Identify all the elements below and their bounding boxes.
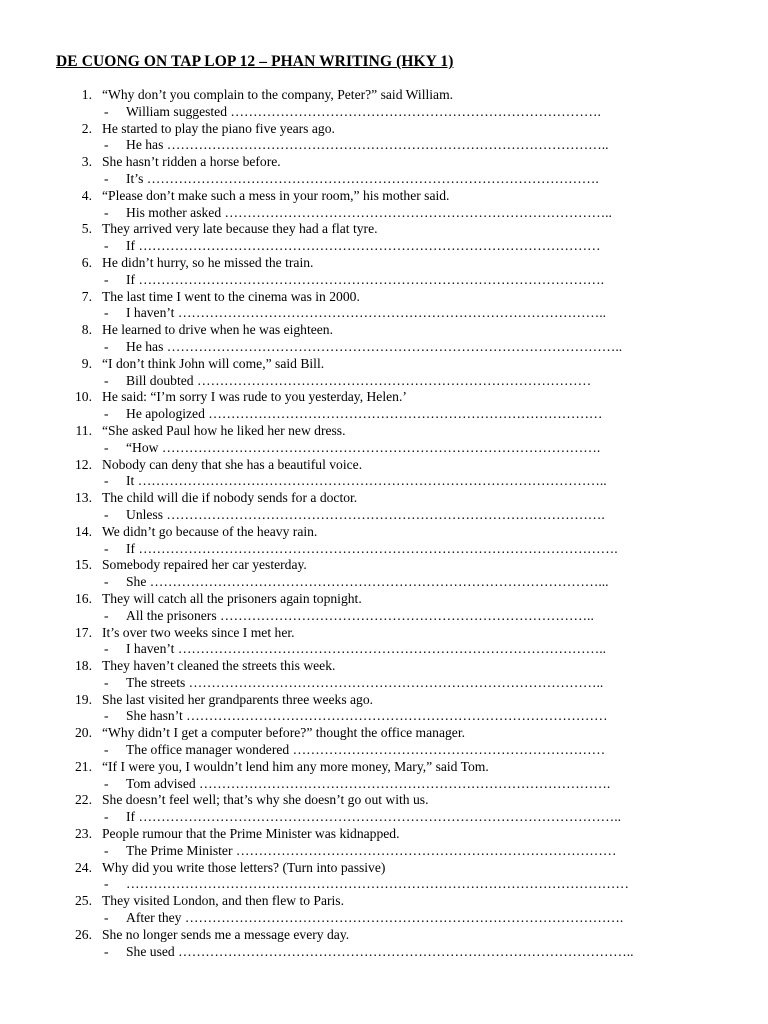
answer-prompt: It’s ………………………………………………………………………………………. xyxy=(126,170,599,186)
answer-dash: - xyxy=(104,238,109,254)
question-text: He said: “I’m sorry I was rude to you yesterday, Helen.’ xyxy=(102,389,407,405)
question-text: He started to play the piano five years ago. xyxy=(102,120,335,136)
question-item xyxy=(0,457,768,491)
answer-prompt: If …………………………………………………………………………………………. xyxy=(126,271,605,287)
question-text: “She asked Paul how he liked her new dress. xyxy=(102,422,346,438)
question-text: We didn’t go because of the heavy rain. xyxy=(102,523,318,539)
answer-prompt: The streets ……………………………………………………………………………….. xyxy=(126,674,604,690)
question-item xyxy=(0,759,768,793)
question-number: 24. xyxy=(75,859,92,875)
question-text: She hasn’t ridden a horse before. xyxy=(102,154,281,170)
answer-prompt: If …………………………………………………………………………………………….. xyxy=(126,809,622,825)
question-text: She no longer sends me a message every day. xyxy=(102,926,350,942)
answer-prompt: The office manager wondered …………………………………………………………… xyxy=(126,742,606,758)
question-text: They visited London, and then flew to Paris. xyxy=(102,893,344,909)
answer-dash: - xyxy=(104,204,109,220)
question-number: 8. xyxy=(81,322,92,338)
answer-dash: - xyxy=(104,473,109,489)
question-text: Why did you write those letters? (Turn into passive) xyxy=(102,859,386,875)
answer-dash: - xyxy=(104,103,109,119)
question-text: She doesn’t feel well; that’s why she doesn’t go out with us. xyxy=(102,792,429,808)
question-number: 17. xyxy=(75,624,92,640)
answer-prompt: I haven’t ………………………………………………………………………………….. xyxy=(126,641,607,657)
answer-prompt: He apologized …………………………………………………………………………… xyxy=(126,406,603,422)
question-item xyxy=(0,389,768,423)
question-text: They will catch all the prisoners again topnight. xyxy=(102,590,362,606)
question-text: Nobody can deny that she has a beautiful voice. xyxy=(102,456,363,472)
answer-dash: - xyxy=(104,607,109,623)
question-item xyxy=(0,927,768,961)
question-item xyxy=(0,658,768,692)
answer-prompt: She used ……………………………………………………………………………………….. xyxy=(126,943,634,959)
question-text: “I don’t think John will come,” said Bill. xyxy=(102,355,325,371)
question-number: 14. xyxy=(75,523,92,539)
question-text: They arrived very late because they had a flat tyre. xyxy=(102,221,378,237)
answer-dash: - xyxy=(104,674,109,690)
question-item xyxy=(0,893,768,927)
question-item xyxy=(0,860,768,894)
answer-prompt: After they ……………………………………………………………………………………. xyxy=(126,910,624,926)
answer-dash: - xyxy=(104,305,109,321)
question-item xyxy=(0,792,768,826)
answer-dash: - xyxy=(104,338,109,354)
question-number: 3. xyxy=(81,154,92,170)
question-number: 23. xyxy=(75,826,92,842)
question-number: 16. xyxy=(75,590,92,606)
answer-dash: - xyxy=(104,540,109,556)
question-item xyxy=(0,87,768,121)
answer-dash: - xyxy=(104,439,109,455)
question-item xyxy=(0,725,768,759)
question-text: “Please don’t make such a mess in your room,” his mother said. xyxy=(102,187,450,203)
answer-dash: - xyxy=(104,641,109,657)
question-number: 12. xyxy=(75,456,92,472)
answer-prompt: She hasn’t ………………………………………………………………………………… xyxy=(126,708,608,724)
answer-dash: - xyxy=(104,170,109,186)
question-text: He learned to drive when he was eighteen. xyxy=(102,322,334,338)
question-number: 21. xyxy=(75,758,92,774)
answer-dash: - xyxy=(104,809,109,825)
answer-dash: - xyxy=(104,910,109,926)
answer-prompt: I haven’t ………………………………………………………………………………….. xyxy=(126,305,607,321)
question-item xyxy=(0,121,768,155)
answer-prompt: The Prime Minister ………………………………………………………………………… xyxy=(126,842,617,858)
question-item xyxy=(0,692,768,726)
question-text: “Why didn’t I get a computer before?” thought the office manager. xyxy=(102,725,465,741)
question-number: 25. xyxy=(75,893,92,909)
question-item xyxy=(0,289,768,323)
answer-prompt: Tom advised ………………………………………………………………………………. xyxy=(126,775,611,791)
answer-dash: - xyxy=(104,842,109,858)
question-text: People rumour that the Prime Minister was kidnapped. xyxy=(102,826,400,842)
question-number: 20. xyxy=(75,725,92,741)
question-text: The child will die if nobody sends for a doctor. xyxy=(102,490,358,506)
question-item xyxy=(0,591,768,625)
answer-dash: - xyxy=(104,372,109,388)
question-number: 22. xyxy=(75,792,92,808)
question-item xyxy=(0,826,768,860)
question-number: 11. xyxy=(75,422,92,438)
question-number: 10. xyxy=(75,389,92,405)
answer-dash: - xyxy=(104,775,109,791)
question-number: 5. xyxy=(81,221,92,237)
question-number: 13. xyxy=(75,490,92,506)
question-item xyxy=(0,188,768,222)
answer-prompt: He has ……………………………………………………………………………………….. xyxy=(126,338,623,354)
answer-dash: - xyxy=(104,406,109,422)
answer-prompt: It ………………………………………………………………………………………….. xyxy=(126,473,607,489)
question-item xyxy=(0,490,768,524)
question-item xyxy=(0,625,768,659)
question-item xyxy=(0,557,768,591)
answer-prompt: His mother asked ………………………………………………………………………….. xyxy=(126,204,612,220)
page-title: DE CUONG ON TAP LOP 12 – PHAN WRITING (HKY 1) xyxy=(56,53,454,70)
question-number: 2. xyxy=(81,120,92,136)
question-list xyxy=(0,87,768,960)
question-text: They haven’t cleaned the streets this week. xyxy=(102,658,336,674)
answer-dash: - xyxy=(104,943,109,959)
question-number: 6. xyxy=(81,254,92,270)
answer-dash: - xyxy=(104,742,109,758)
question-item xyxy=(0,221,768,255)
answer-prompt: “How ……………………………………………………………………………………. xyxy=(126,439,601,455)
question-number: 9. xyxy=(81,355,92,371)
answer-prompt: Bill doubted …………………………………………………………………………… xyxy=(126,372,592,388)
answer-dash: - xyxy=(104,708,109,724)
question-text: Somebody repaired her car yesterday. xyxy=(102,557,307,573)
question-number: 4. xyxy=(81,187,92,203)
question-number: 19. xyxy=(75,691,92,707)
answer-dash: - xyxy=(104,876,109,892)
question-text: She last visited her grandparents three weeks ago. xyxy=(102,691,374,707)
question-text: “Why don’t you complain to the company, Peter?” said William. xyxy=(102,87,454,102)
answer-prompt: He has …………………………………………………………………………………….. xyxy=(126,137,609,153)
question-number: 7. xyxy=(81,288,92,304)
question-item xyxy=(0,322,768,356)
question-text: “If I were you, I wouldn’t lend him any more money, Mary,” said Tom. xyxy=(102,758,489,774)
question-text: It’s over two weeks since I met her. xyxy=(102,624,295,640)
question-text: The last time I went to the cinema was in 2000. xyxy=(102,288,360,304)
answer-prompt: William suggested ………………………………………………………………………. xyxy=(126,103,601,119)
answer-prompt: ………………………………………………………………………………………………… xyxy=(126,876,629,892)
question-item xyxy=(0,524,768,558)
answer-prompt: If ……………………………………………………………………………………………. xyxy=(126,540,618,556)
question-number: 15. xyxy=(75,557,92,573)
answer-prompt: Unless ……………………………………………………………………………………. xyxy=(126,506,605,522)
question-item xyxy=(0,356,768,390)
answer-dash: - xyxy=(104,137,109,153)
answer-prompt: She ………………………………………………………………………………………... xyxy=(126,574,609,590)
question-number: 26. xyxy=(75,926,92,942)
answer-prompt: All the prisoners ……………………………………………………………………….. xyxy=(126,607,594,623)
answer-dash: - xyxy=(104,574,109,590)
question-number: 18. xyxy=(75,658,92,674)
question-number: 1. xyxy=(81,87,92,102)
question-item xyxy=(0,154,768,188)
question-item xyxy=(0,423,768,457)
answer-prompt: If ………………………………………………………………………………………… xyxy=(126,238,601,254)
answer-dash: - xyxy=(104,506,109,522)
answer-dash: - xyxy=(104,271,109,287)
question-text: He didn’t hurry, so he missed the train. xyxy=(102,254,314,270)
question-item xyxy=(0,255,768,289)
